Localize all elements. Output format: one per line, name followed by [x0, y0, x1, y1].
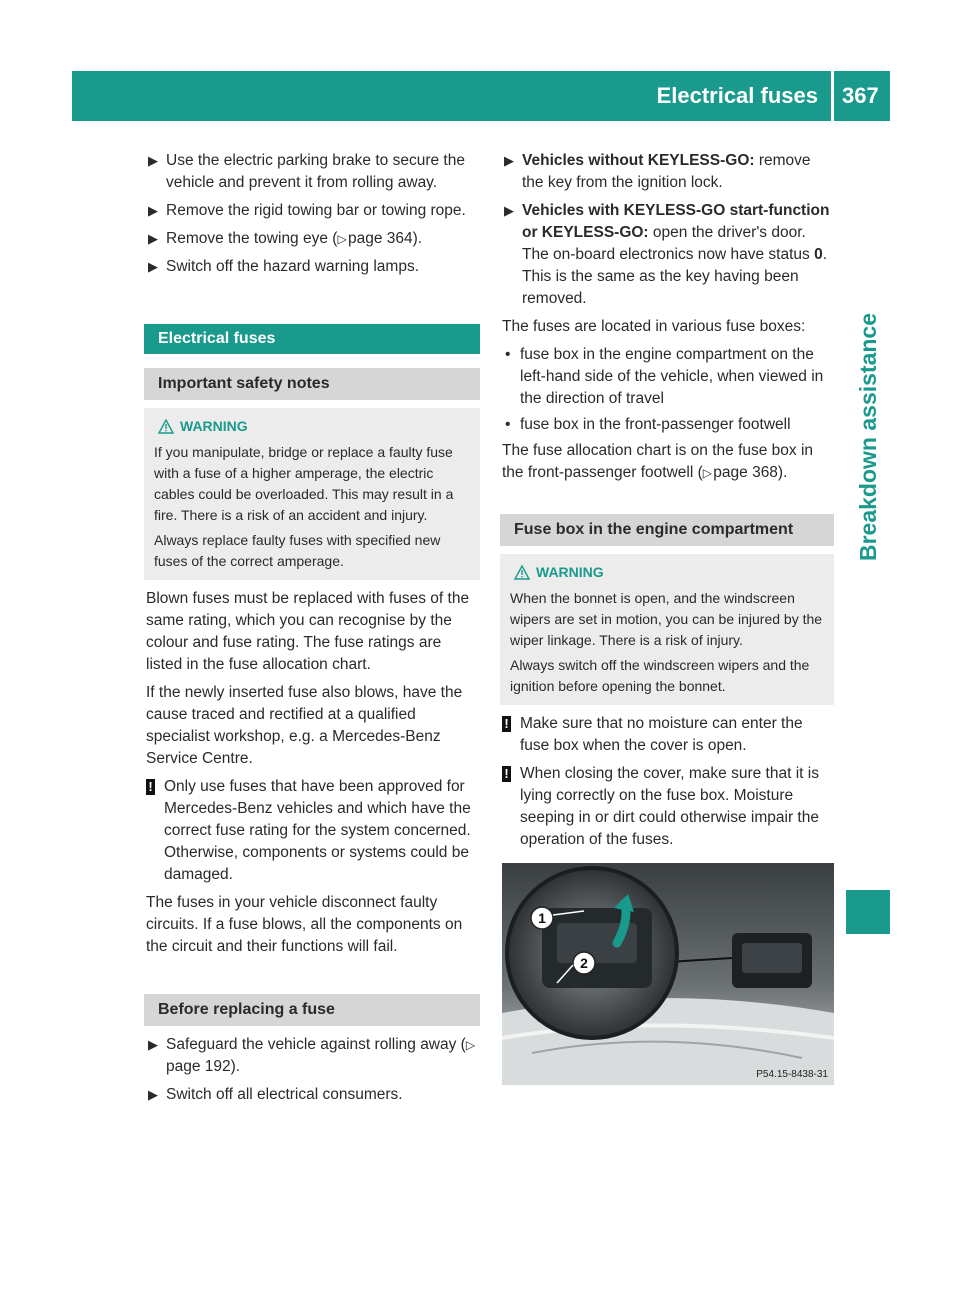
- warning-title: WARNING: [180, 418, 248, 434]
- warning-text: If you manipulate, bridge or replace a faulty fuse with a fuse of a higher amperage, the electric cables could be overloaded. This may result in a fire. There is a risk of an accident and injury.: [154, 444, 454, 523]
- warning-text: Always switch off the windscreen wipers and the ignition before opening the bonnet.: [510, 657, 810, 694]
- xref-page-364[interactable]: page 364).: [347, 230, 423, 247]
- status-note: The on-board electronics now have status 0. This is the same as the key having been removed.: [522, 246, 828, 307]
- header-divider: [831, 71, 834, 121]
- list-item-engine-fuse-box: • fuse box in the engine compartment on the left-hand side of the vehicle, when viewed in the direction of travel: [505, 346, 824, 407]
- engine-fuse-box-illustration: [502, 863, 834, 1085]
- step-parking-brake: ▶ Use the electric parking brake to secure the vehicle and prevent it from rolling away.: [148, 152, 465, 191]
- paragraph-fuse-circuits: The fuses in your vehicle disconnect faulty circuits. If a fuse blows, all the components on the circuit and their functions will fail.: [146, 894, 463, 955]
- triangle-right-icon: ▶: [148, 231, 158, 246]
- step-switch-off-consumers: ▶ Switch off all electrical consumers.: [146, 1084, 480, 1106]
- step-hazard-lamps: ▶ Switch off the hazard warning lamps.: [146, 256, 480, 278]
- paragraph-blown-fuses: Blown fuses must be replaced with fuses of the same rating, which you can recognise by the colour and fuse rating. The fuse ratings are listed in the fuse allocation chart.: [146, 590, 470, 673]
- header-title: Electrical fuses: [656, 83, 818, 108]
- triangle-right-icon: ▶: [504, 153, 514, 168]
- notice-closing-cover: ! When closing the cover, make sure that it is lying correctly on the fuse box. Moisture seeping in or dirt could otherwise impair the operation of the fuses.: [502, 763, 834, 851]
- warning-triangle-icon: [514, 565, 530, 586]
- exclamation-icon: !: [502, 766, 511, 782]
- triangle-right-icon: ▶: [148, 153, 158, 168]
- warning-title: WARNING: [536, 564, 604, 580]
- xref-triangle-icon: ▷: [465, 1038, 476, 1052]
- subheading-before-replacing: Before replacing a fuse: [144, 994, 480, 1026]
- step-without-keyless-go: ▶ Vehicles without KEYLESS-GO: remove the key from the ignition lock.: [504, 152, 811, 191]
- chapter-marker: [846, 890, 890, 934]
- list-item-footwell-fuse-box: • fuse box in the front-passenger footwell: [502, 414, 834, 436]
- triangle-right-icon: ▶: [148, 1087, 158, 1102]
- triangle-right-icon: ▶: [148, 1037, 158, 1052]
- subheading-engine-fuse-box: Fuse box in the engine compartment: [500, 514, 834, 546]
- xref-page-192[interactable]: page 192).: [166, 1058, 241, 1075]
- exclamation-icon: !: [502, 716, 511, 732]
- callout-2: 2: [580, 955, 588, 971]
- exclamation-icon: !: [146, 779, 155, 795]
- paragraph-fuse-blows-again: If the newly inserted fuse also blows, have the cause traced and rectified at a qualified specialist workshop, e.g. a Mercedes-Benz Service Centre.: [146, 684, 463, 767]
- warning-text: Always replace faulty fuses with specified new fuses of the correct amperage.: [154, 532, 441, 569]
- left-column: [146, 150, 480, 1112]
- step-with-keyless-go: ▶ Vehicles with KEYLESS-GO start-function or KEYLESS-GO: open the driver's door. The on-board electronics now have status 0. This is the same as the key having been removed.: [502, 200, 834, 310]
- section-heading: Electrical fuses: [144, 324, 480, 354]
- warning-text: When the bonnet is open, and the windscreen wipers are set in motion, you can be injured by the wiper linkage. There is a risk of injury.: [510, 590, 823, 648]
- warning-triangle-icon: [158, 419, 174, 440]
- engine-compartment-photo: [502, 863, 834, 1085]
- paragraph-fuse-boxes-intro: The fuses are located in various fuse boxes:: [502, 318, 806, 335]
- step-remove-towing-bar: ▶ Remove the rigid towing bar or towing rope.: [146, 200, 480, 222]
- page-header: [72, 71, 890, 121]
- right-column: [502, 150, 834, 1085]
- triangle-right-icon: ▶: [148, 259, 158, 274]
- warning-box: [500, 554, 834, 705]
- subheading-safety-notes: Important safety notes: [144, 368, 480, 400]
- page-number: 367: [842, 83, 879, 108]
- xref-triangle-icon: ▷: [337, 232, 347, 246]
- chapter-tab-label: Breakdown assistance: [855, 312, 881, 562]
- triangle-right-icon: ▶: [148, 203, 158, 218]
- notice-approved-fuses: ! Only use fuses that have been approved for Mercedes-Benz vehicles and which have the correct fuse rating for the system concerned. Otherwise, components or systems could be damaged.: [146, 776, 480, 886]
- xref-triangle-icon: ▷: [702, 466, 712, 480]
- step-safeguard-vehicle: ▶ Safeguard the vehicle against rolling away (▷ page 192).: [148, 1036, 476, 1075]
- bullet-icon: •: [505, 416, 511, 433]
- notice-moisture: ! Make sure that no moisture can enter the fuse box when the cover is open.: [502, 713, 834, 757]
- step-remove-towing-eye: ▶ Remove the towing eye (▷ page 364).: [146, 228, 480, 250]
- image-code: P54.15-8438-31: [756, 1069, 828, 1080]
- paragraph-allocation-chart: The fuse allocation chart is on the fuse box in the front-passenger footwell (▷ page 368).: [502, 442, 814, 481]
- chapter-tab: [846, 132, 890, 742]
- callout-1: 1: [538, 910, 546, 926]
- xref-page-368[interactable]: page 368).: [713, 464, 788, 481]
- triangle-right-icon: ▶: [504, 203, 514, 218]
- bullet-icon: •: [505, 346, 511, 363]
- warning-box: [144, 408, 480, 580]
